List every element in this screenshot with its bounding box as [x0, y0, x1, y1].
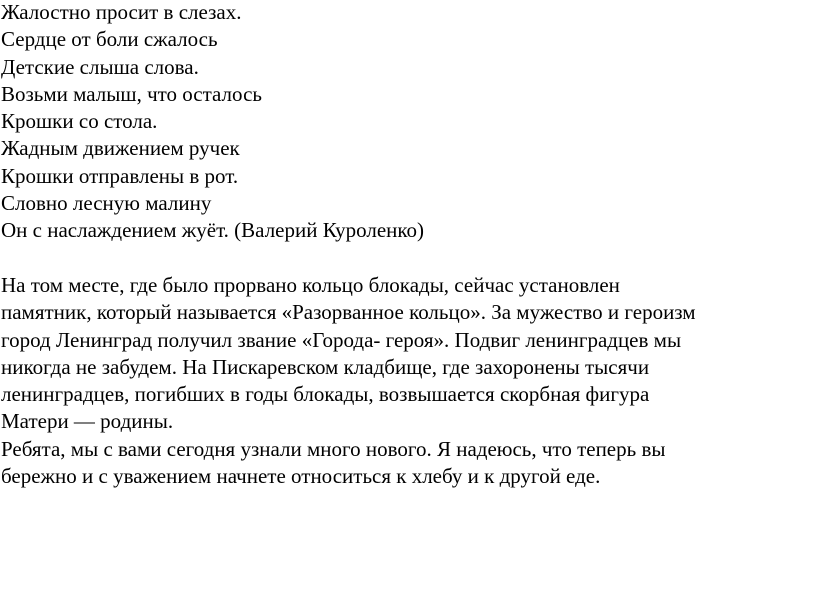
paragraph-line: бережно и с уважением начнете относиться к хлебу и к другой еде.	[1, 464, 601, 489]
paragraph-line: На том месте, где было прорвано кольцо блокады, сейчас установлен	[1, 272, 620, 297]
poem-line: Словно лесную малину	[1, 191, 212, 216]
paragraph-line: никогда не забудем. На Пискаревском кладбище, где захоронены тысячи	[1, 354, 650, 379]
paragraph-line: Ребята, мы с вами сегодня узнали много нового. Я надеюсь, что теперь вы	[1, 436, 666, 461]
poem-line: Крошки отправлены в рот.	[1, 163, 239, 188]
paragraph-line: памятник, который называется «Разорванное кольцо». За мужество и героизм	[1, 300, 696, 325]
poem-line: Возьми малыш, что осталось	[1, 81, 262, 106]
blank-line	[1, 245, 811, 272]
poem-line: Детские слыша слова.	[1, 54, 199, 79]
poem-line: Крошки со стола.	[1, 109, 158, 134]
paragraph-conclusion	[1, 436, 811, 491]
poem-line: Жадным движением ручек	[1, 136, 240, 161]
poem-line: Жалостно просит в слезах.	[1, 0, 242, 24]
document-page	[1, 0, 811, 490]
paragraph-blockade-memorial	[1, 272, 811, 436]
poem-line: Он с наслаждением жуёт. (Валерий Куроленко)	[1, 218, 425, 243]
poem-block	[1, 0, 811, 245]
paragraph-line: ленинградцев, погибших в годы блокады, возвышается скорбная фигура	[1, 382, 650, 407]
paragraph-line: город Ленинград получил звание «Города- героя». Подвиг ленинградцев мы	[1, 327, 682, 352]
poem-line: Сердце от боли сжалось	[1, 27, 218, 52]
paragraph-line: Матери — родины.	[1, 409, 174, 434]
